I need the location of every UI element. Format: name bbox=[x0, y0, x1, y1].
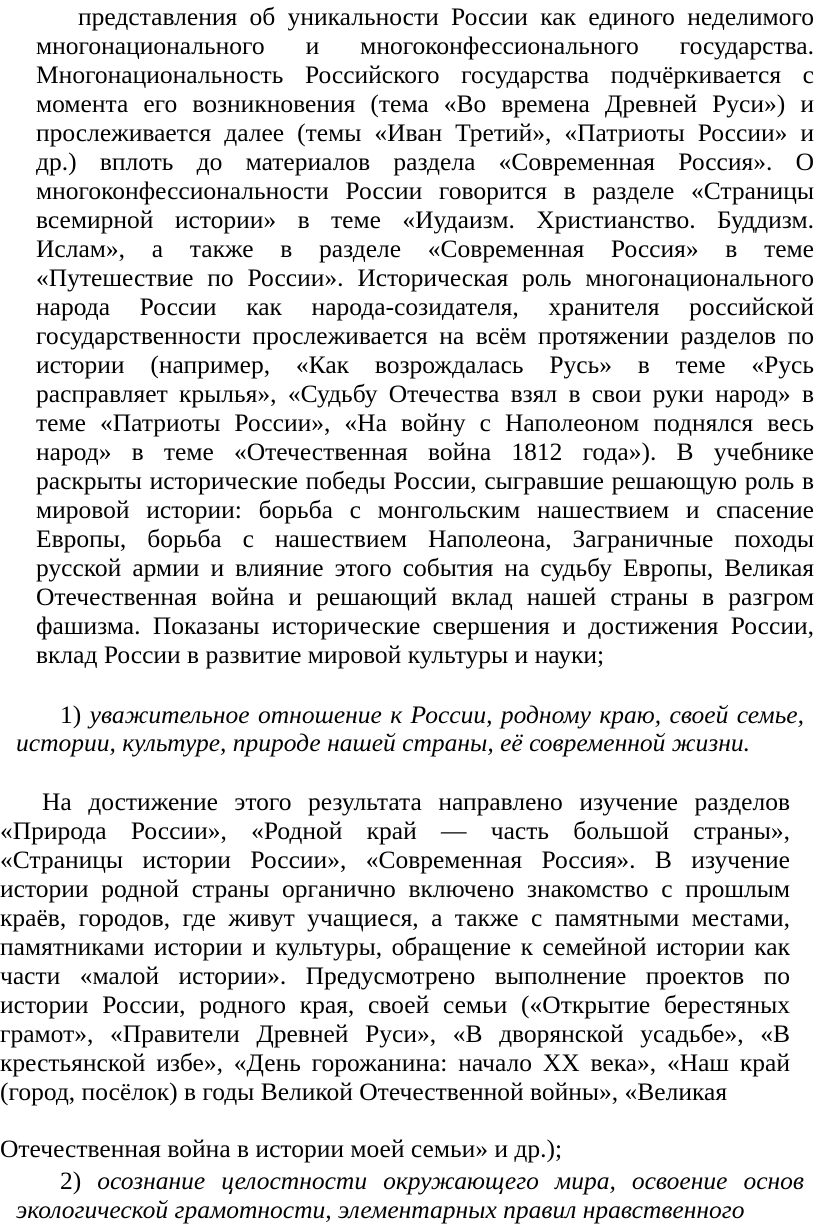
list-item-2 bbox=[16, 1166, 804, 1224]
paragraph-body-continuation: Отечественная война в истории моей семьи» и др.); bbox=[0, 1134, 563, 1163]
paragraph-body-intro: представления об уникальности России как единого неделимого многонационального и многоконфессионального государства. Многонациональность Российского государства подчёркивается с момента его возникновения (тема «Во времена Древней Руси») и прослеживается далее (темы «Иван Третий», «Патриоты России» и др.) вплоть до материалов раздела «Современная Россия». О многоконфессиональности России говорится в разделе «Страницы всемирной истории» в теме «Иудаизм. Христианство. Буддизм. Ислам», а также в разделе «Современная Россия» в теме «Путешествие по России». Историческая роль многонационального народа России как народа-созидателя, хранителя российской государственности прослеживается на всём протяжении разделов по истории (например, «Как возрождалась Русь» в теме «Русь расправляет крылья», «Судьбу Отечества взял в свои руки народ» в теме «Патриоты России», «На войну с Наполеоном поднялся весь народ» в теме «Отечественная война 1812 года»). В учебнике раскрыты исторические победы России, сыгравшие решающую роль в мировой истории: борьба с монгольским нашествием и спасение Европы, борьба с нашествием Наполеона, Заграничные походы русской армии и влияние этого события на судьбу Европы, Великая Отечественная война и решающий вклад нашей страны в разгром фашизма. Показаны исторические свершения и достижения России, вклад России в развитие мировой культуры и науки; bbox=[36, 2, 814, 669]
list-item-2-number: 2) bbox=[60, 1166, 82, 1195]
list-item-2-text: осознание целостности окружающего мира, освоение основ экологической грамотности, элементарных правил нравственного bbox=[16, 1166, 805, 1224]
list-item-1-text: уважительное отношение к России, родному краю, своей семье, истории, культуре, природе нашей страны, её современной жизни. bbox=[16, 700, 804, 757]
paragraph-body-sections: На достижение этого результата направлено изучение разделов «Природа России», «Родной край — часть большой страны», «Страницы истории России», «Современная Россия». В изучение истории родной страны органично включено знакомство с прошлым краёв, городов, где живут учащиеся, а также с памятными местами, памятниками истории и культуры, обращение к семейной истории как части «малой истории». Предусмотрено выполнение проектов по истории России, родного края, своей семьи («Открытие берестяных грамот», «Правители Древней Руси», «В дворянской усадьбе», «В крестьянской избе», «День горожанина: начало XX века», «Наш край (город, посёлок) в годы Великой Отечественной войны», «Великая bbox=[0, 787, 790, 1106]
list-item-1-number: 1) bbox=[60, 700, 82, 729]
list-item-1 bbox=[16, 701, 804, 757]
